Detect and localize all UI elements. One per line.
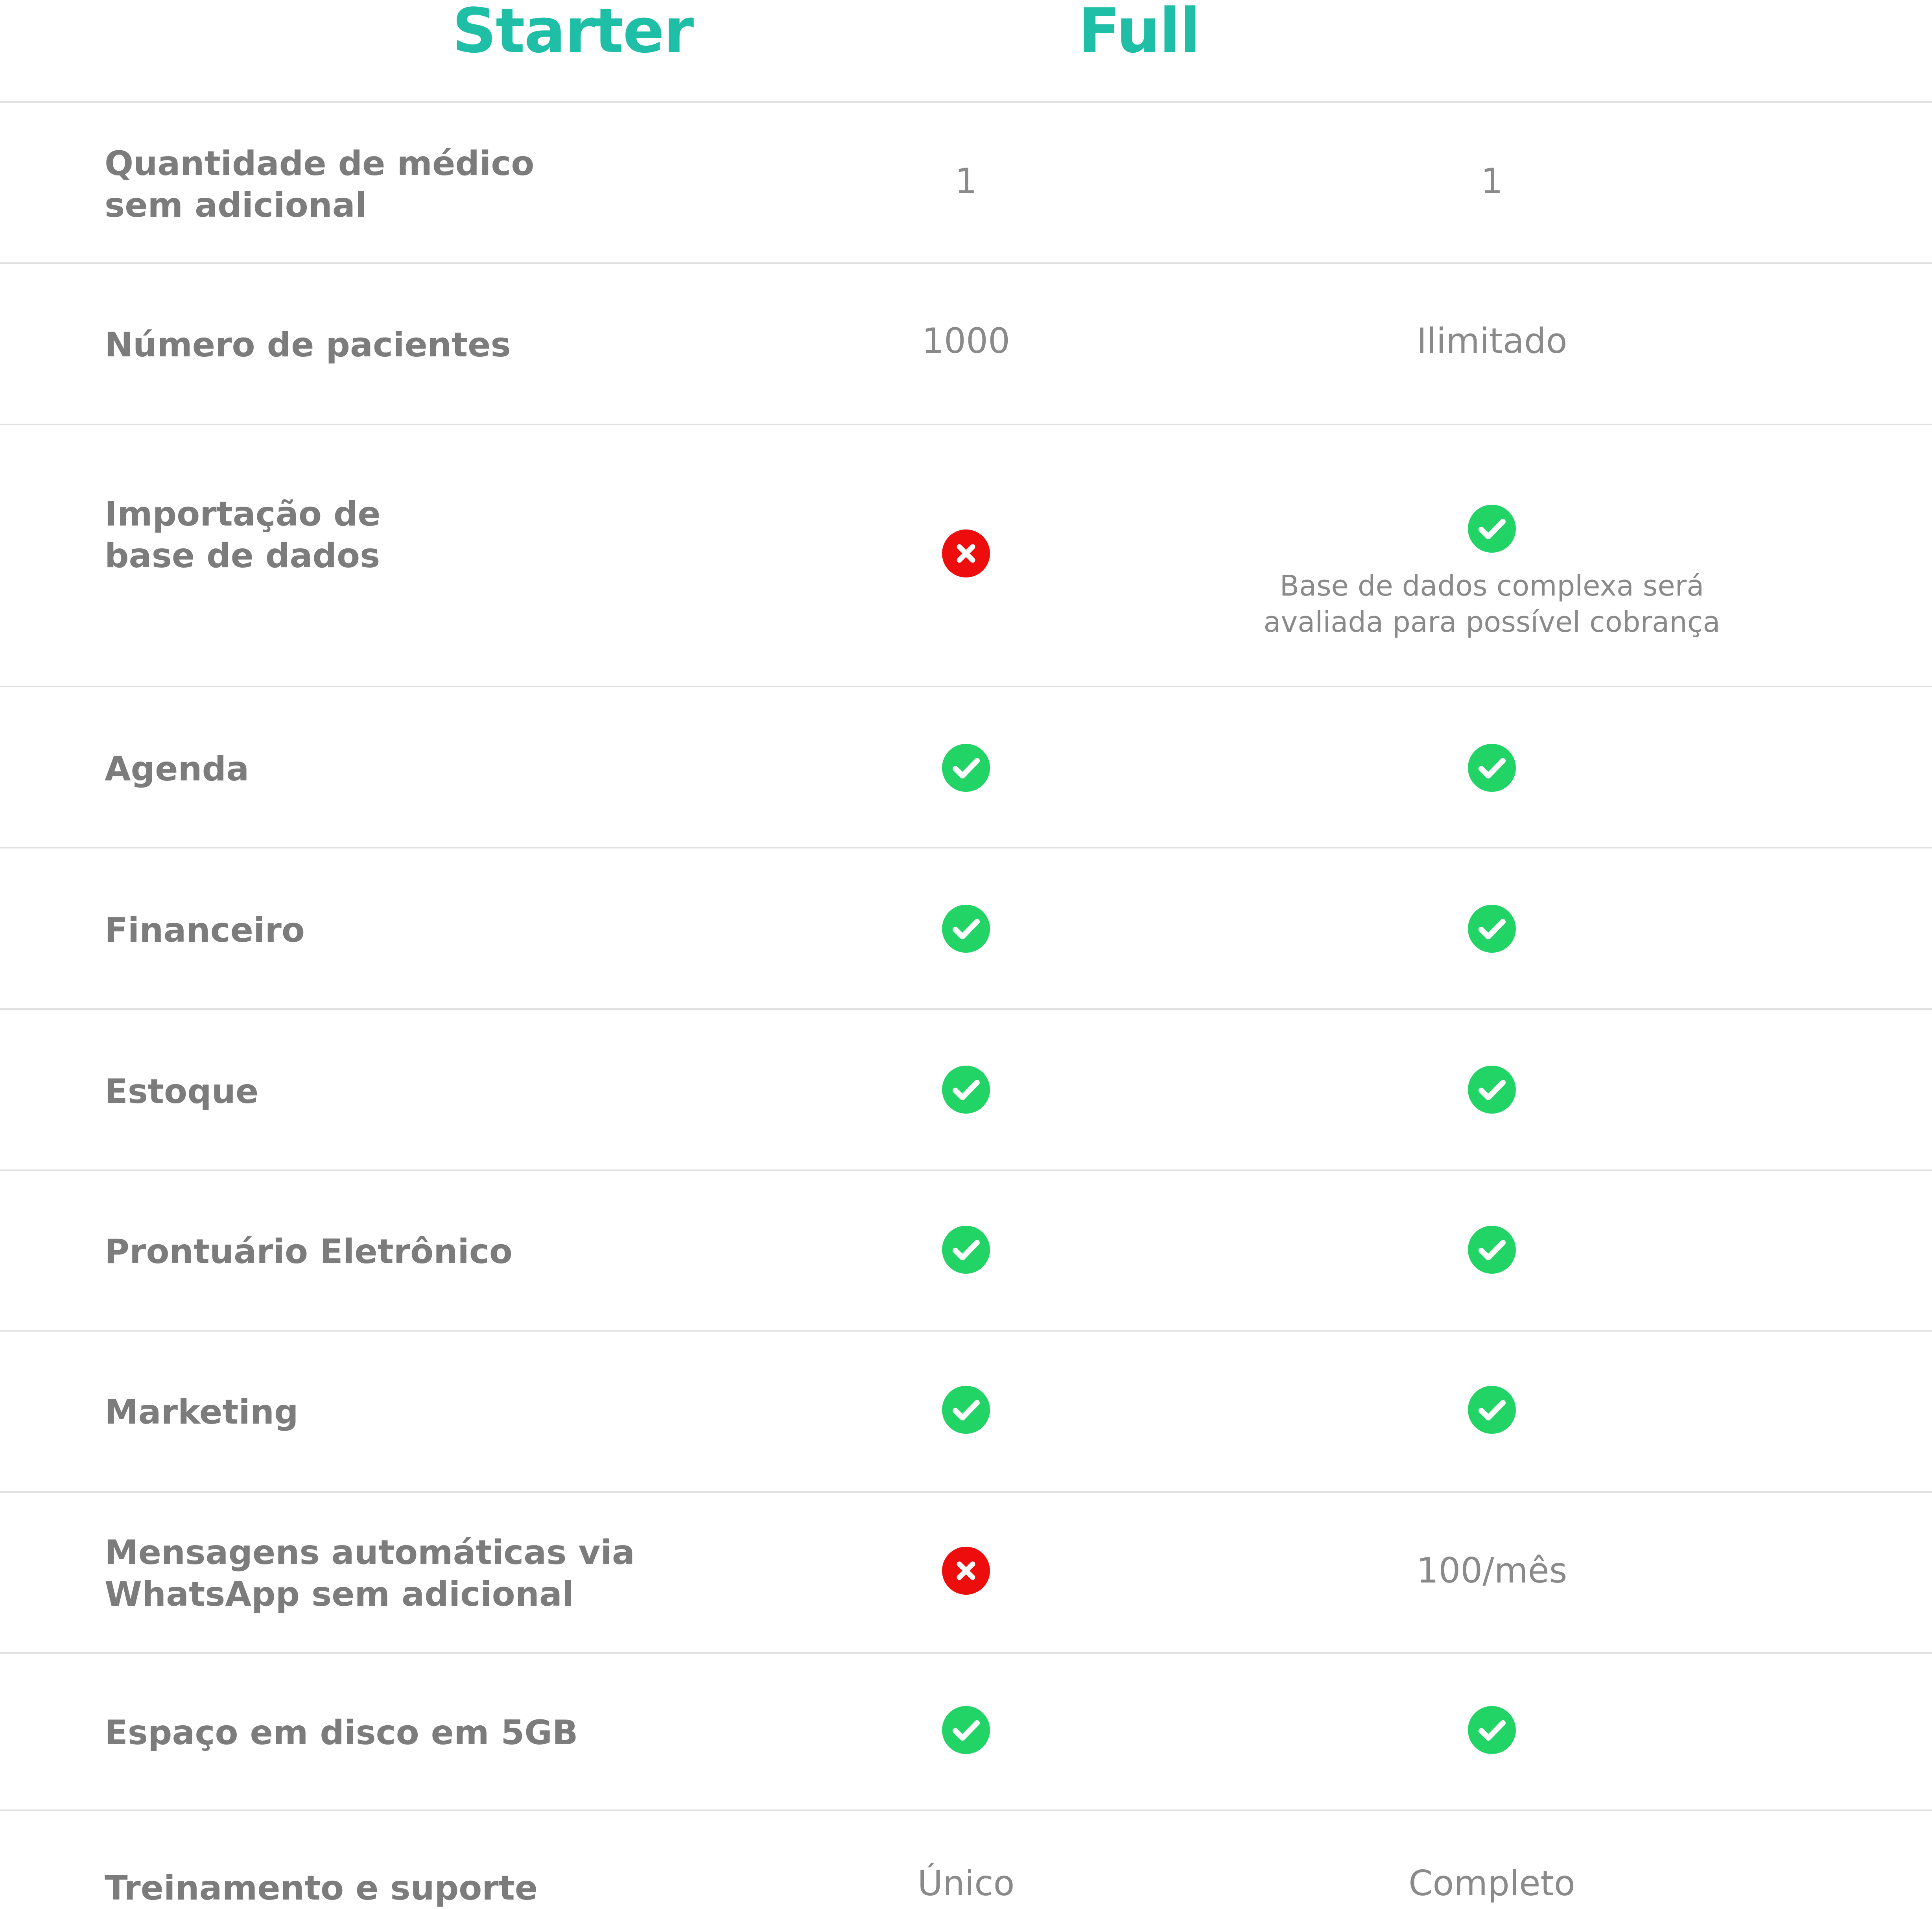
row-divider bbox=[0, 1491, 1932, 1493]
feature-label: Importação de base de dados bbox=[105, 494, 381, 575]
check-icon bbox=[942, 905, 990, 953]
row-divider bbox=[0, 847, 1932, 848]
cell-full bbox=[1217, 1862, 1767, 1905]
row-divider bbox=[0, 262, 1932, 264]
feature-label: Espaço em disco em 5GB bbox=[105, 1713, 578, 1752]
feature-label: Marketing bbox=[105, 1393, 299, 1432]
feature-label: Treinamento e suporte bbox=[105, 1868, 538, 1908]
cell-full bbox=[1217, 744, 1767, 792]
full-value: 1 bbox=[1481, 161, 1503, 201]
row-divider bbox=[0, 101, 1932, 103]
cell-full bbox=[1217, 1226, 1767, 1274]
check-icon bbox=[1468, 1226, 1516, 1274]
check-icon bbox=[942, 1706, 990, 1754]
check-icon bbox=[1468, 1386, 1516, 1434]
feature-label: Quantidade de médico sem adicional bbox=[105, 144, 535, 225]
cell-starter bbox=[691, 529, 1241, 577]
feature-label: Mensagens automáticas via WhatsApp sem adicional bbox=[105, 1533, 635, 1614]
plan-title-starter: Starter bbox=[452, 0, 693, 66]
check-icon bbox=[942, 1066, 990, 1114]
row-divider bbox=[0, 1330, 1932, 1332]
cell-starter bbox=[691, 1862, 1241, 1905]
check-icon bbox=[1468, 1706, 1516, 1754]
starter-value: 1 bbox=[955, 161, 977, 201]
cell-full bbox=[1217, 1706, 1767, 1754]
plan-title-full: Full bbox=[1078, 0, 1200, 66]
cell-starter bbox=[691, 160, 1241, 203]
check-icon bbox=[1468, 505, 1516, 553]
feature-label: Financeiro bbox=[105, 911, 305, 950]
plans-header bbox=[0, 0, 1932, 101]
cell-full bbox=[1217, 1066, 1767, 1114]
cell-full bbox=[1217, 505, 1767, 640]
feature-label: Prontuário Eletrônico bbox=[105, 1232, 512, 1271]
check-icon bbox=[942, 1386, 990, 1434]
full-value: Completo bbox=[1408, 1863, 1575, 1903]
starter-value: Único bbox=[917, 1863, 1015, 1903]
row-divider bbox=[0, 1008, 1932, 1010]
cell-starter bbox=[691, 319, 1241, 363]
cell-full bbox=[1217, 160, 1767, 203]
cross-icon bbox=[942, 529, 990, 577]
row-divider bbox=[0, 1809, 1932, 1811]
cell-starter bbox=[691, 905, 1241, 953]
starter-value: 1000 bbox=[922, 321, 1010, 361]
check-icon bbox=[942, 744, 990, 792]
cell-starter bbox=[691, 744, 1241, 792]
feature-label: Número de pacientes bbox=[105, 325, 511, 365]
cross-icon bbox=[942, 1547, 990, 1595]
full-value: 100/mês bbox=[1416, 1550, 1567, 1591]
full-value: Ilimitado bbox=[1416, 321, 1567, 361]
feature-label: Agenda bbox=[105, 749, 249, 789]
check-icon bbox=[1468, 1066, 1516, 1114]
cell-full bbox=[1217, 1549, 1767, 1592]
check-icon bbox=[1468, 744, 1516, 792]
cell-starter bbox=[691, 1706, 1241, 1754]
cell-full bbox=[1217, 319, 1767, 363]
row-divider bbox=[0, 1169, 1932, 1171]
plan-note: Base de dados complexa será avaliada para possível cobrança bbox=[1263, 569, 1720, 638]
cell-starter bbox=[691, 1066, 1241, 1114]
check-icon bbox=[1468, 905, 1516, 953]
feature-label: Estoque bbox=[105, 1072, 259, 1111]
check-icon bbox=[942, 1226, 990, 1274]
cell-starter bbox=[691, 1547, 1241, 1595]
row-divider bbox=[0, 1652, 1932, 1654]
cell-starter bbox=[691, 1386, 1241, 1434]
cell-full bbox=[1217, 905, 1767, 953]
cell-full bbox=[1217, 1386, 1767, 1434]
row-divider bbox=[0, 686, 1932, 687]
row-divider bbox=[0, 424, 1932, 425]
cell-starter bbox=[691, 1226, 1241, 1274]
